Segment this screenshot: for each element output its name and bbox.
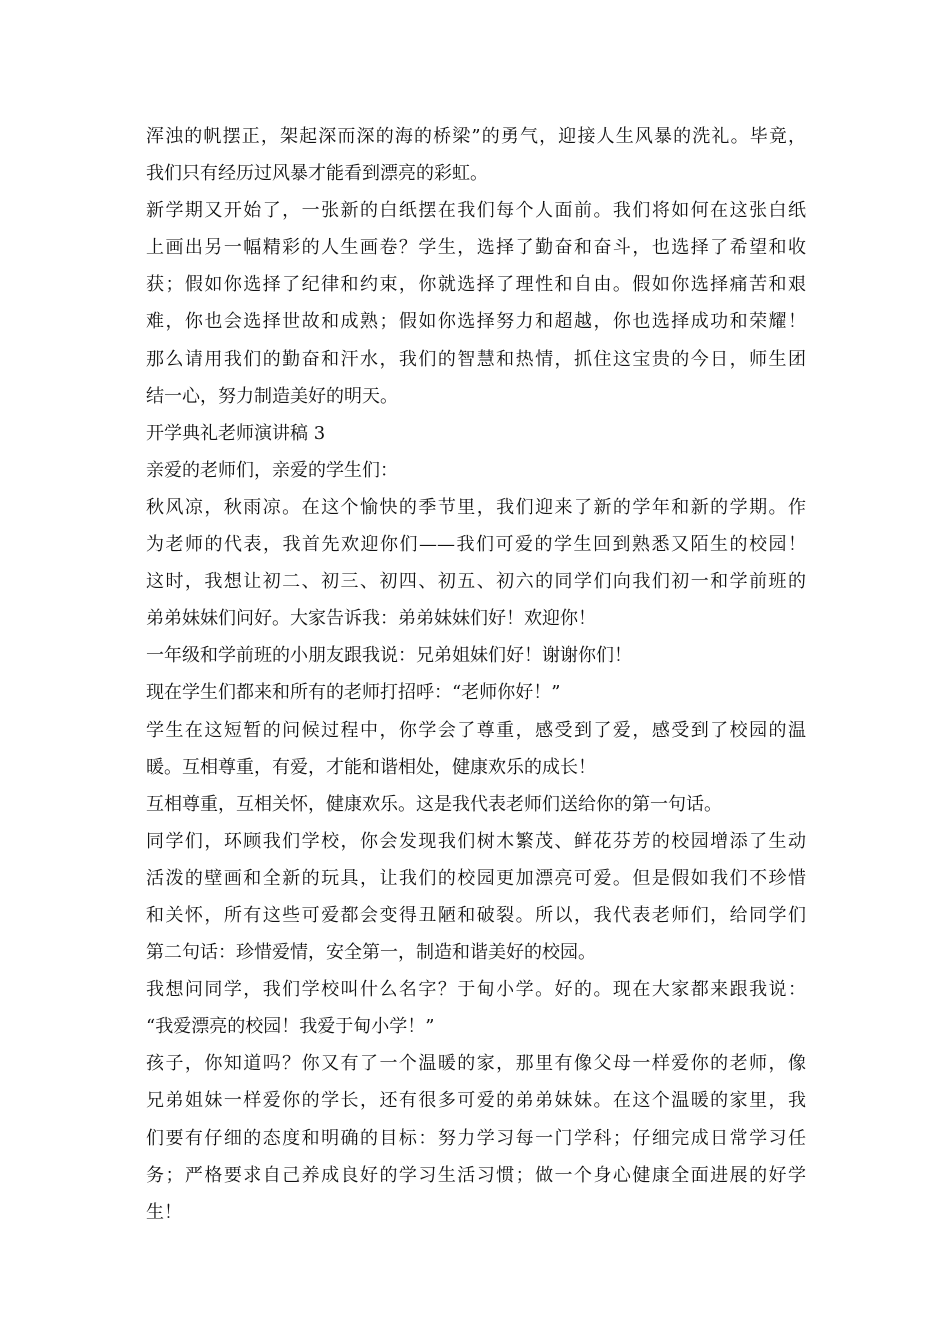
text-line: 这时，我想让初二、初三、初四、初五、初六的同学们向我们初一和学前班的 — [146, 571, 806, 593]
document-body — [146, 118, 806, 1231]
text-line: 孩子，你知道吗？你又有了一个温暖的家，那里有像父母一样爱你的老师，像 — [146, 1053, 806, 1075]
text-line: 现在学生们都来和所有的老师打招呼：“老师你好！” — [146, 682, 561, 704]
text-line: 亲爱的老师们，亲爱的学生们： — [146, 459, 398, 481]
text-line: 务；严格要求自己养成良好的学习生活习惯；做一个身心健康全面进展的好学 — [146, 1164, 806, 1186]
text-line: 开学典礼老师演讲稿 3 — [146, 422, 326, 444]
text-line: 互相尊重，互相关怀，健康欢乐。这是我代表老师们送给你的第一句话。 — [146, 793, 722, 815]
text-line: 一年级和学前班的小朋友跟我说：兄弟姐妹们好！谢谢你们！ — [146, 645, 632, 667]
text-line: 兄弟姐妹一样爱你的学长，还有很多可爱的弟弟妹妹。在这个温暖的家里，我 — [146, 1090, 806, 1112]
text-line: 结一心，努力制造美好的明天。 — [146, 385, 398, 407]
text-line: 第二句话：珍惜爱情，安全第一，制造和谐美好的校园。 — [146, 942, 596, 964]
text-line: 活泼的壁画和全新的玩具，让我们的校园更加漂亮可爱。但是假如我们不珍惜 — [146, 867, 806, 889]
text-line: 和关怀，所有这些可爱都会变得丑陋和破裂。所以，我代表老师们，给同学们 — [146, 904, 806, 926]
text-line: 新学期又开始了，一张新的白纸摆在我们每个人面前。我们将如何在这张白纸 — [146, 200, 806, 222]
text-line: 们要有仔细的态度和明确的目标：努力学习每一门学科；仔细完成日常学习任 — [146, 1127, 806, 1149]
text-line: “我爱漂亮的校园！我爱于甸小学！” — [146, 1016, 435, 1038]
text-line: 我们只有经历过风暴才能看到漂亮的彩虹。 — [146, 163, 488, 185]
text-line: 生！ — [146, 1201, 182, 1223]
text-line: 弟弟妹妹们问好。大家告诉我：弟弟妹妹们好！欢迎你！ — [146, 608, 596, 630]
text-line: 获；假如你选择了纪律和约束，你就选择了理性和自由。假如你选择痛苦和艰 — [146, 274, 806, 296]
text-line: 同学们，环顾我们学校，你会发现我们树木繁茂、鲜花芬芳的校园增添了生动 — [146, 830, 806, 852]
text-line: 暖。互相尊重，有爱，才能和谐相处，健康欢乐的成长！ — [146, 756, 596, 778]
text-line: 秋风凉，秋雨凉。在这个愉快的季节里，我们迎来了新的学年和新的学期。作 — [146, 496, 806, 518]
text-line: 难，你也会选择世故和成熟；假如你选择努力和超越，你也选择成功和荣耀！ — [146, 311, 806, 333]
text-line: 那么请用我们的勤奋和汗水，我们的智慧和热情，抓住这宝贵的今日，师生团 — [146, 348, 806, 370]
text-line: 我想问同学，我们学校叫什么名字？于甸小学。好的。现在大家都来跟我说： — [146, 979, 806, 1001]
text-line: 为老师的代表，我首先欢迎你们——我们可爱的学生回到熟悉又陌生的校园！ — [146, 534, 806, 556]
text-line: 学生在这短暂的问候过程中，你学会了尊重，感受到了爱，感受到了校园的温 — [146, 719, 806, 741]
text-line: 浑浊的帆摆正，架起深而深的海的桥梁”的勇气，迎接人生风暴的洗礼。毕竟， — [146, 126, 806, 147]
text-line: 上画出另一幅精彩的人生画卷？学生，选择了勤奋和奋斗，也选择了希望和收 — [146, 237, 806, 259]
